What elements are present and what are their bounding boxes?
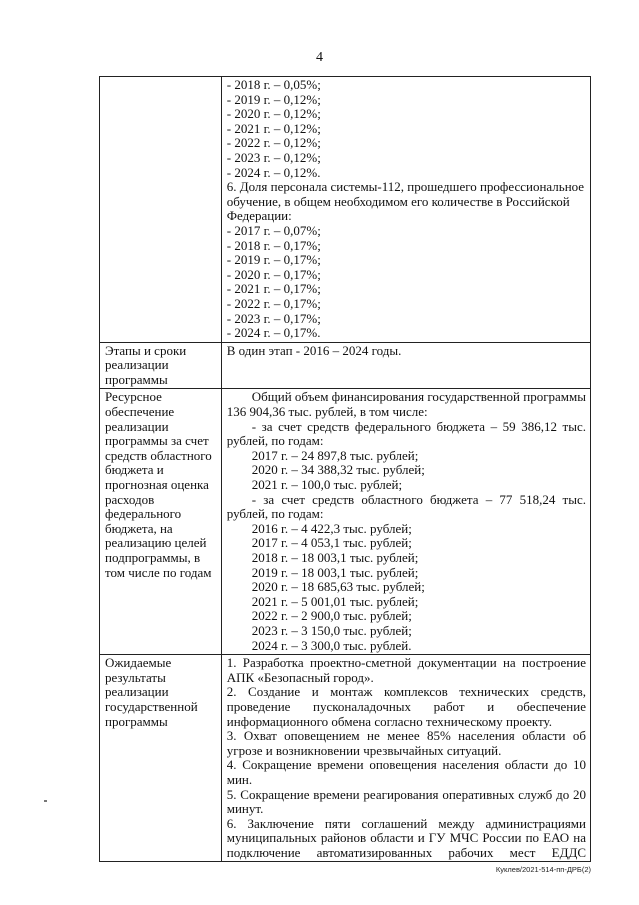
content-line: 2019 г. – 18 003,1 тыс. рублей;	[251, 564, 419, 580]
content-line: 2021 г. – 5 001,01 тыс. рублей;	[251, 593, 419, 609]
label-line: реализации	[105, 418, 169, 434]
label-line: реализацию целей	[105, 535, 207, 551]
content-line: 2021 г. – 100,0 тыс. рублей;	[251, 477, 403, 493]
content-line: - 2023 г. – 0,12%;	[226, 149, 321, 165]
content-line: подключение автоматизированных рабочих мест ЕДДС	[226, 844, 586, 860]
content-line: Федерации:	[226, 208, 292, 224]
content-line: - 2018 г. – 0,17%;	[226, 237, 321, 253]
table-body	[100, 77, 591, 862]
label-line: Ресурсное	[105, 389, 162, 405]
content-line: 136 904,36 тыс. рублей, в том числе:	[226, 404, 428, 420]
table-row	[100, 389, 591, 655]
content-line: - за счет средств федерального бюджета – 59 386,12 тыс.	[251, 418, 586, 434]
content-line: Общий объем финансирования государственной программы	[251, 389, 586, 405]
label-line: программы	[105, 371, 168, 387]
passport-table	[99, 76, 591, 862]
table-row	[100, 77, 591, 343]
label-line: результаты	[105, 669, 166, 685]
content-line: 2. Создание и монтаж комплексов технических средств,	[226, 684, 586, 700]
row-label-cell	[100, 77, 222, 343]
content-line: 2020 г. – 18 685,63 тыс. рублей;	[251, 579, 425, 595]
content-line: - 2017 г. – 0,07%;	[226, 222, 321, 238]
label-line: средств областного	[105, 447, 212, 463]
content-line: 2020 г. – 34 388,32 тыс. рублей;	[251, 462, 425, 478]
label-line: бюджета и	[105, 462, 164, 478]
content-line: - 2019 г. – 0,12%;	[226, 91, 321, 107]
row-content-cell	[221, 389, 590, 655]
row-label-cell	[100, 389, 222, 655]
label-line: прогнозная оценка	[105, 477, 209, 493]
label-line: программы	[105, 713, 168, 729]
content-line: 6. Заключение пяти соглашений между администрациями	[226, 815, 586, 831]
content-line: - 2022 г. – 0,12%;	[226, 135, 321, 151]
content-line: - 2020 г. – 0,17%;	[226, 266, 321, 282]
content-line: 3. Охват оповещением не менее 85% населения области об	[226, 728, 586, 744]
label-line: федерального	[105, 506, 182, 522]
content-line: - 2023 г. – 0,17%;	[226, 310, 321, 326]
content-line: - 2018 г. – 0,05%;	[226, 77, 321, 92]
label-line: бюджета, на	[105, 520, 173, 536]
row-label-cell	[100, 655, 222, 862]
content-line: мин.	[226, 771, 253, 787]
label-line: том числе по годам	[105, 564, 212, 580]
label-line: обеспечение	[105, 404, 175, 420]
content-line: - 2022 г. – 0,17%;	[226, 295, 321, 311]
content-line: 4. Сокращение времени оповещения населения области до 10	[226, 757, 586, 773]
content-line: 2018 г. – 18 003,1 тыс. рублей;	[251, 550, 419, 565]
content-line: 5. Сокращение времени реагирования оперативных служб до 20	[226, 786, 586, 802]
label-line: Ожидаемые	[105, 655, 172, 671]
label-line: Этапы и сроки	[105, 342, 187, 358]
content-line: информационного обмена согласно техническому проекту.	[226, 713, 552, 729]
label-line: реализации	[105, 357, 169, 373]
content-line: АПК «Безопасный город».	[226, 669, 374, 685]
row-content-cell	[221, 655, 590, 862]
content-line: - 2021 г. – 0,17%;	[226, 281, 321, 297]
label-line: реализации	[105, 684, 169, 700]
content-line: рублей, по годам:	[226, 506, 324, 522]
label-line: государственной	[105, 698, 198, 714]
content-line: муниципальных районов области и ГУ МЧС России по ЕАО на	[226, 830, 586, 846]
content-line: угрозе и возникновении чрезвычайных ситуаций.	[226, 742, 502, 758]
content-line: - 2020 г. – 0,12%;	[226, 106, 321, 122]
table-row	[100, 655, 591, 862]
content-line: 2023 г. – 3 150,0 тыс. рублей;	[251, 622, 412, 638]
content-line: рублей, по годам:	[226, 433, 324, 449]
row-content-cell	[221, 342, 590, 389]
label-line: расходов	[105, 491, 155, 507]
content-line: 1. Разработка проектно-сметной документации на построение	[226, 655, 586, 671]
content-line: 6. Доля персонала системы-112, прошедшего профессиональное	[226, 179, 585, 195]
label-line: программы за счет	[105, 433, 209, 449]
content-line: минут.	[226, 801, 264, 817]
content-line: 2024 г. – 3 300,0 тыс. рублей.	[251, 637, 412, 653]
content-line: 2017 г. – 4 053,1 тыс. рублей;	[251, 535, 412, 551]
row-content-cell	[221, 77, 590, 343]
content-line: - 2019 г. – 0,17%;	[226, 252, 321, 268]
content-line: проведение пусконаладочных работ и обеспечение	[226, 698, 586, 714]
table-row	[100, 342, 591, 389]
content-line: 2017 г. – 24 897,8 тыс. рублей;	[251, 447, 419, 463]
scan-speck	[44, 800, 47, 802]
content-line: - 2024 г. – 0,12%.	[226, 164, 321, 180]
content-line: В один этап - 2016 – 2024 годы.	[226, 342, 402, 358]
content-line: - за счет средств областного бюджета – 77 518,24 тыс.	[251, 491, 586, 507]
row-label-cell	[100, 342, 222, 389]
document-code: Куклев/2021-514-пп-ДРБ(2)	[495, 865, 591, 874]
content-line: - 2021 г. – 0,12%;	[226, 120, 321, 136]
content-line: 2016 г. – 4 422,3 тыс. рублей;	[251, 520, 412, 536]
content-line: - 2024 г. – 0,17%.	[226, 325, 321, 341]
content-line: 2022 г. – 2 900,0 тыс. рублей;	[251, 608, 412, 624]
page-number: 4	[316, 50, 323, 65]
label-line: подпрограммы, в	[105, 550, 201, 565]
content-line: обучение, в общем необходимом его количестве в Российской	[226, 193, 570, 209]
